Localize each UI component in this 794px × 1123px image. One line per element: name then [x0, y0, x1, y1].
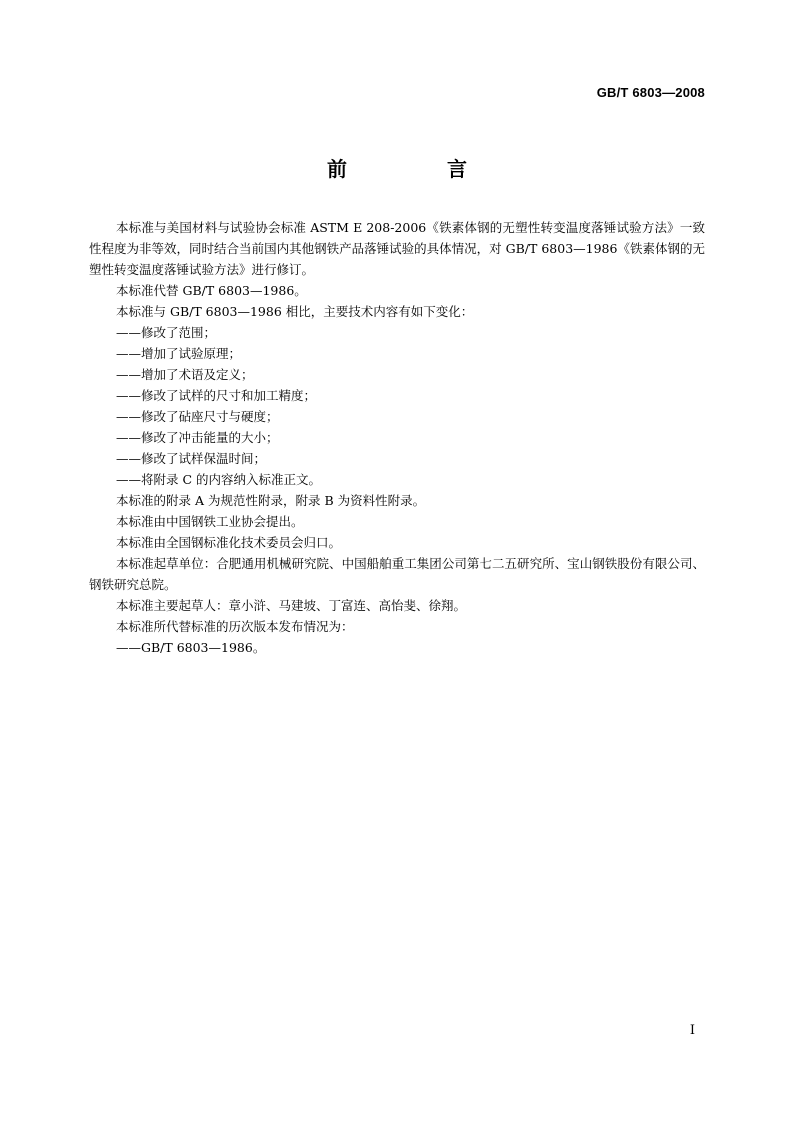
- paragraph-drafting-units: 本标准起草单位：合肥通用机械研究院、中国船舶重工集团公司第七二五研究所、宝山钢铁股份有限公司、钢铁研究总院。: [89, 556, 705, 592]
- paragraph-drafters: 本标准主要起草人：章小浒、马建坡、丁富连、高怡斐、徐翔。: [116, 598, 467, 613]
- paragraph-proposer: 本标准由中国钢铁工业协会提出。: [116, 514, 304, 529]
- change-item: ——增加了试验原理；: [116, 346, 242, 361]
- foreword-body: [89, 217, 705, 658]
- standard-code-header: GB/T 6803—2008: [596, 85, 705, 100]
- page-number: I: [689, 1023, 695, 1038]
- paragraph-basis: 本标准与美国材料与试验协会标准 ASTM E 208-2006《铁素体钢的无塑性转变温度落锤试验方法》一致性程度为非等效，同时结合当前国内其他钢铁产品落锤试验的具体情况，对 GB/T 6803—1986《铁素体钢的无塑性转变温度落锤试验方法》进行修订。: [89, 220, 705, 277]
- change-item: ——修改了范围；: [116, 325, 217, 340]
- change-item: ——增加了术语及定义；: [116, 367, 254, 382]
- change-item: ——将附录 C 的内容纳入标准正文。: [116, 472, 322, 487]
- change-item: ——修改了试样的尺寸和加工精度；: [116, 388, 317, 403]
- paragraph-changes-intro: 本标准与 GB/T 6803—1986 相比，主要技术内容有如下变化：: [116, 304, 474, 319]
- paragraph-committee: 本标准由全国钢标准化技术委员会归口。: [116, 535, 342, 550]
- paragraph-annexes: 本标准的附录 A 为规范性附录，附录 B 为资料性附录。: [116, 493, 426, 508]
- change-item: ——修改了冲击能量的大小；: [116, 430, 279, 445]
- change-item: ——修改了试样保温时间；: [116, 451, 267, 466]
- paragraph-history-intro: 本标准所代替标准的历次版本发布情况为：: [116, 619, 354, 634]
- history-item: ——GB/T 6803—1986。: [116, 640, 266, 655]
- change-item: ——修改了砧座尺寸与硬度；: [116, 409, 279, 424]
- paragraph-replaces: 本标准代替 GB/T 6803—1986。: [116, 283, 307, 298]
- page-title: 前 言: [327, 157, 507, 181]
